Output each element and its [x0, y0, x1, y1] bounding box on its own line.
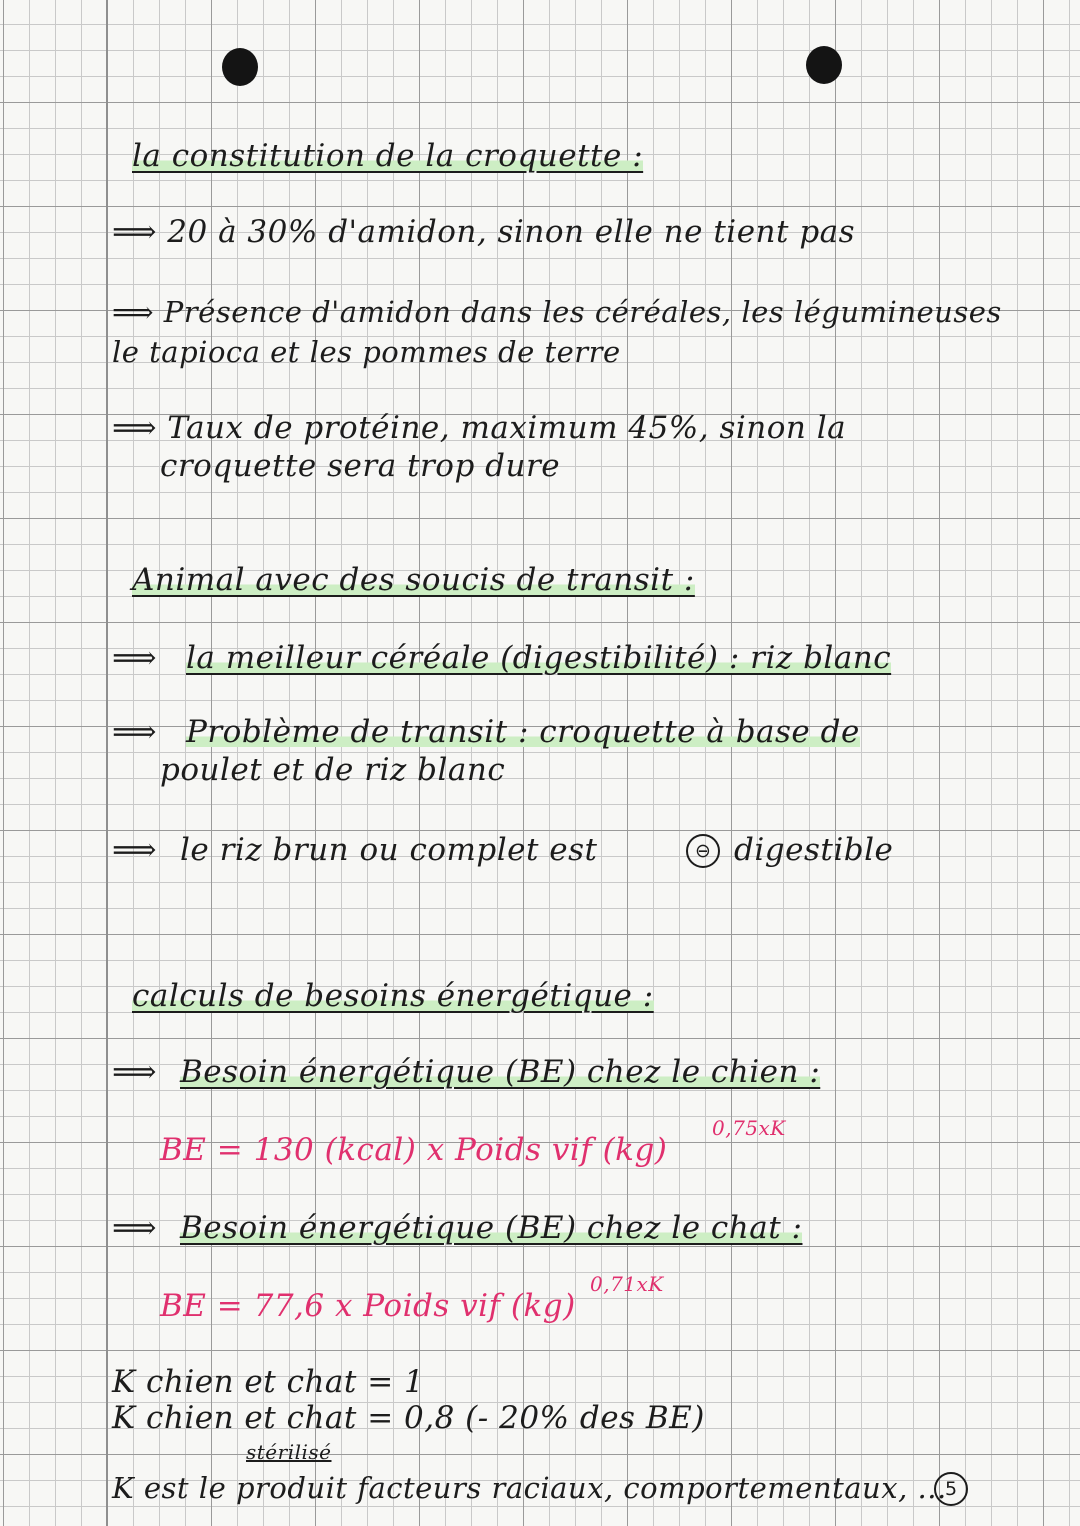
chien-besoin-title: Besoin énergétique (BE) chez le chien :	[180, 1054, 821, 1090]
arrow-icon: ⟹	[112, 1054, 157, 1090]
chat-besoin-title: Besoin énergétique (BE) chez le chat :	[180, 1210, 803, 1246]
note-line: le tapioca et les pommes de terre	[112, 335, 621, 369]
note-line: la meilleur céréale (digestibilité) : riz blanc	[186, 640, 892, 676]
arrow-icon: ⟹	[112, 714, 157, 750]
note-line: ⟹ Présence d'amidon dans les céréales, les légumineuses	[112, 295, 1002, 329]
section-heading-croquette: la constitution de la croquette :	[132, 138, 644, 174]
punch-hole-right	[806, 46, 842, 84]
note-line: Problème de transit : croquette à base de	[186, 714, 860, 750]
chat-formula: BE = 77,6 x Poids vif (kg)	[160, 1288, 576, 1324]
note-line: ⟹ Taux de protéine, maximum 45%, sinon la	[112, 410, 847, 446]
note-line: le riz brun ou complet est	[180, 832, 598, 868]
note-line: ⟹ 20 à 30% d'amidon, sinon elle ne tient pas	[112, 214, 856, 250]
k-note: K chien et chat = 1	[112, 1364, 425, 1400]
section-heading-besoins: calculs de besoins énergétique :	[132, 978, 654, 1014]
note-line: digestible	[734, 832, 894, 868]
arrow-icon: ⟹	[112, 832, 157, 868]
punch-hole-left	[222, 48, 258, 86]
k-note: K chien et chat = 0,8 (- 20% des BE)	[112, 1400, 705, 1436]
k-note-sterilise: stérilisé	[246, 1440, 332, 1464]
notebook-margin-line	[106, 0, 108, 1526]
arrow-icon: ⟹	[112, 640, 157, 676]
section-heading-transit: Animal avec des soucis de transit :	[132, 562, 695, 598]
note-line: croquette sera trop dure	[160, 448, 561, 484]
minus-circle-icon: ⊖	[686, 834, 720, 868]
note-line: poulet et de riz blanc	[160, 752, 506, 788]
chat-formula-exponent: 0,71xK	[590, 1272, 664, 1296]
k-note: K est le produit facteurs raciaux, comportementaux, ...	[112, 1471, 947, 1505]
page-number: 5	[934, 1472, 968, 1506]
arrow-icon: ⟹	[112, 1210, 157, 1246]
chien-formula: BE = 130 (kcal) x Poids vif (kg)	[160, 1132, 668, 1168]
chien-formula-exponent: 0,75xK	[712, 1116, 786, 1140]
